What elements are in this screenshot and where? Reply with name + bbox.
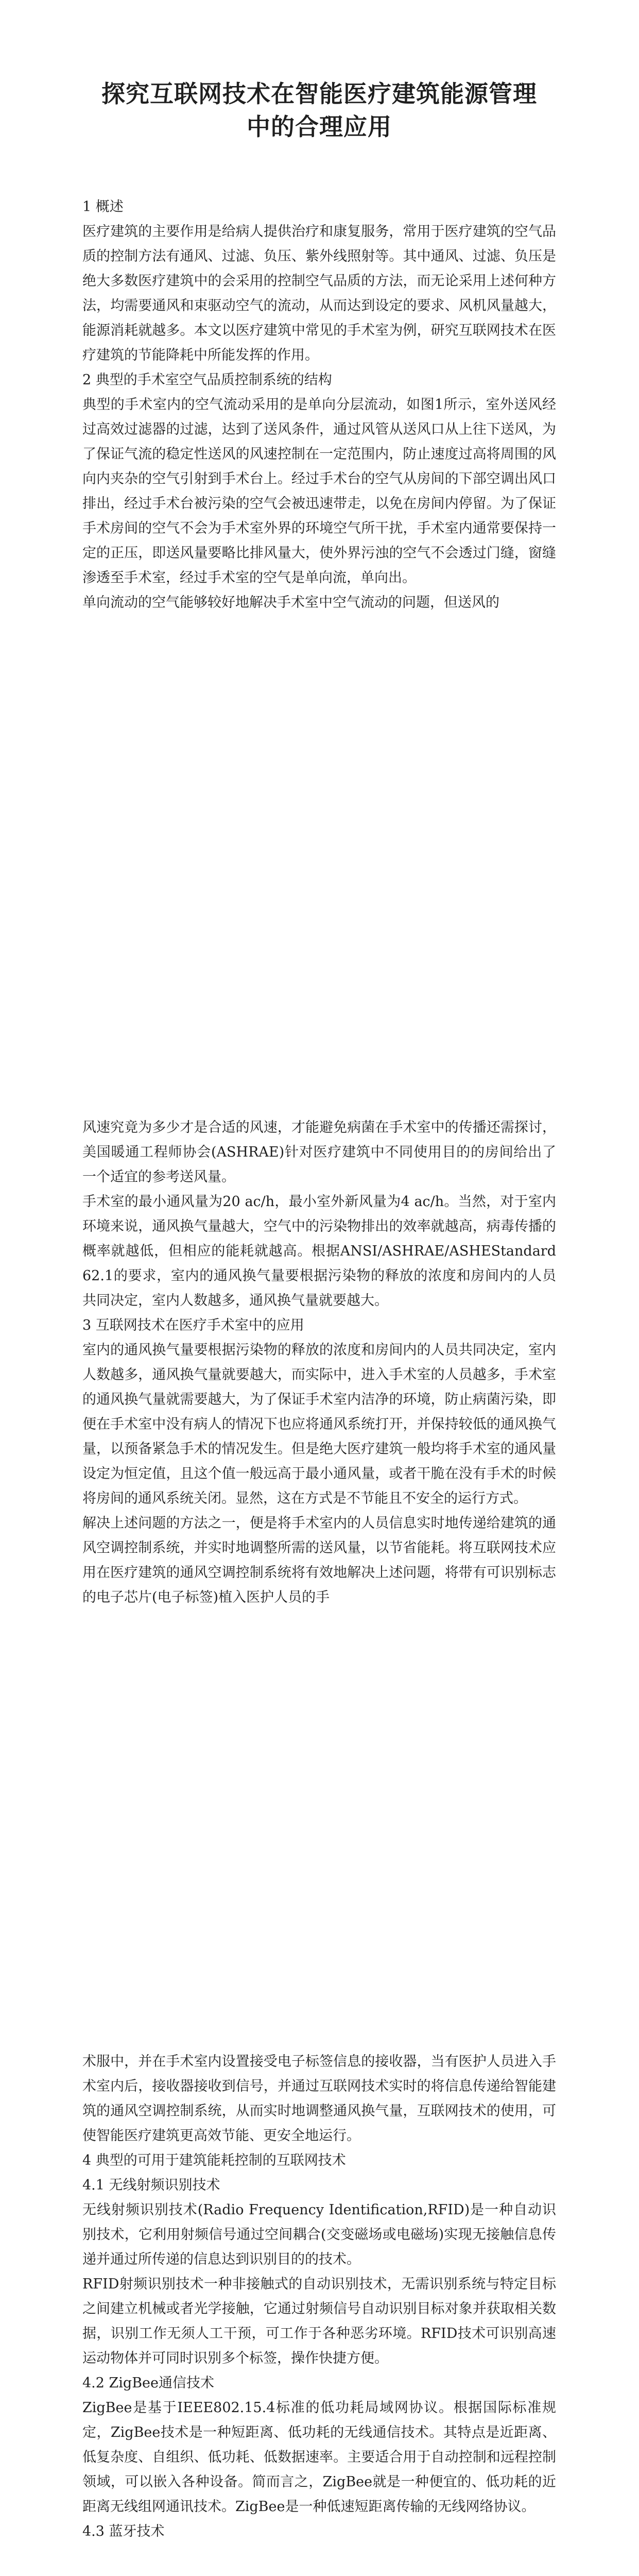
section-4-1-heading: 4.1 无线射频识别技术	[82, 2177, 220, 2193]
section-2-paragraph-3: 风速究竟为多少才是合适的风速，才能避免病菌在手术室中的传播还需探讨，美国暖通工程师协会(ASHRAE)针对医疗建筑中不同使用目的的房间给出了一个适宜的参考送风量。	[82, 1120, 556, 1185]
text-block-1	[82, 195, 556, 615]
section-2-paragraph-4: 手术室的最小通风量为20 ac/h，最小室外新风量为4 ac/h。当然，对于室内环境来说，通风换气量越大，空气中的污染物排出的效率就越高，病毒传播的概率就越低，但相应的能耗就越高。根据ANSI/ASHRAE/ASHEStandard 62.1的要求，室内的通风换气量要根据污染物的释放的浓度和房间内的人员共同决定，室内人数越多，通风换气量就要越大。	[82, 1194, 556, 1309]
section-4-3-heading: 4.3 蓝牙技术	[82, 2523, 165, 2539]
title-line-2: 中的合理应用	[247, 113, 392, 141]
section-3-heading: 3 互联网技术在医疗手术室中的应用	[82, 1317, 304, 1333]
section-3-paragraph-1: 室内的通风换气量要根据污染物的释放的浓度和房间内的人员共同决定，室内人数越多，通风换气量就要越大，而实际中，进入手术室的人员越多，手术室的通风换气量就需要越大，为了保证手术室内洁净的环境，防止病菌污染，即便在手术室中没有病人的情况下也应将通风系统打开，并保持较低的通风换气量，以预备紧急手术的情况发生。但是绝大医疗建筑一般均将手术室的通风量设定为恒定值，且这个值一般远高于最小通风量，或者干脆在没有手术的时候将房间的通风系统关闭。显然，这在方式是不节能且不安全的运行方式。	[82, 1342, 556, 1506]
section-3-paragraph-2: 解决上述问题的方法之一，便是将手术室内的人员信息实时地传递给建筑的通风空调控制系统，并实时地调整所需的送风量，以节省能耗。将互联网技术应用在医疗建筑的通风空调控制系统将有效地解决上述问题，将带有可识别标志的电子芯片(电子标签)植入医护人员的手	[82, 1515, 556, 1605]
section-2-paragraph-1: 典型的手术室内的空气流动采用的是单向分层流动，如图1所示，室外送风经过高效过滤器的过滤，达到了送风条件，通过风管从送风口从上往下送风，为了保证气流的稳定性送风的风速控制在一定范围内，防止速度过高将周围的风向内夹杂的空气引射到手术台上。经过手术台的空气从房间的下部空调出风口排出，经过手术台被污染的空气会被迅速带走，以免在房间内停留。为了保证手术房间的空气不会为手术室外界的环境空气所干扰，手术室内通常要保持一定的正压，即送风量要略比排风量大，使外界污浊的空气不会透过门缝，窗缝渗透至手术室，经过手术室的空气是单向流，单向出。	[82, 397, 556, 586]
section-2-paragraph-2: 单向流动的空气能够较好地解决手术室中空气流动的问题，但送风的	[82, 595, 499, 611]
section-4-2-paragraph: ZigBee是基于IEEE802.15.4标准的低功耗局域网协议。根据国际标准规定，ZigBee技术是一种短距离、低功耗的无线通信技术。其特点是近距离、低复杂度、自组织、低功耗、低数据速率。主要适合用于自动控制和远程控制领域，可以嵌入各种设备。简而言之，ZigBee就是一种便宜的、低功耗的近距离无线组网通讯技术。ZigBee是一种低速短距离传输的无线网络协议。	[82, 2400, 556, 2515]
section-4-1-paragraph-1: 无线射频识别技术(Radio Frequency Identification,RFID)是一种自动识别技术，它利用射频信号通过空间耦合(交变磁场或电磁场)实现无接触信息传递并通过所传递的信息达到识别目的的技术。	[82, 2202, 556, 2267]
section-4-1-paragraph-2: RFID射频识别技术一种非接触式的自动识别技术，无需识别系统与特定目标之间建立机械或者光学接触，它通过射频信号自动识别目标对象并获取相关数据，识别工作无须人工干预，可工作于各种恶劣环境。RFID技术可识别高速运动物体并可同时识别多个标签，操作快捷方便。	[82, 2276, 556, 2366]
section-4-heading: 4 典型的可用于建筑能耗控制的互联网技术	[82, 2153, 346, 2168]
text-block-3	[82, 2049, 556, 2544]
section-1-heading: 1 概述	[82, 199, 124, 215]
section-3-paragraph-3: 术服中，并在手术室内设置接受电子标签信息的接收器，当有医护人员进入手术室内后，接收器接收到信号，并通过互联网技术实时的将信息传递给智能建筑的通风空调控制系统，从而实时地调整通风换气量，互联网技术的使用，可使智能医疗建筑更高效节能、更安全地运行。	[82, 2054, 556, 2144]
title-line-1: 探究互联网技术在智能医疗建筑能源管理	[101, 80, 537, 108]
text-block-2	[82, 1115, 556, 1610]
section-1-paragraph: 医疗建筑的主要作用是给病人提供治疗和康复服务，常用于医疗建筑的空气品质的控制方法有通风、过滤、负压、紫外线照射等。其中通风、过滤、负压是绝大多数医疗建筑中的会采用的控制空气品质的方法，而无论采用上述何种方法，均需要通风和束驱动空气的流动，从而达到设定的要求、风机风量越大，能源消耗就越多。本文以医疗建筑中常见的手术室为例，研究互联网技术在医疗建筑的节能降耗中所能发挥的作用。	[82, 224, 556, 363]
section-4-2-heading: 4.2 ZigBee通信技术	[82, 2375, 214, 2391]
section-2-heading: 2 典型的手术室空气品质控制系统的结构	[82, 372, 332, 388]
document-title	[77, 77, 561, 143]
